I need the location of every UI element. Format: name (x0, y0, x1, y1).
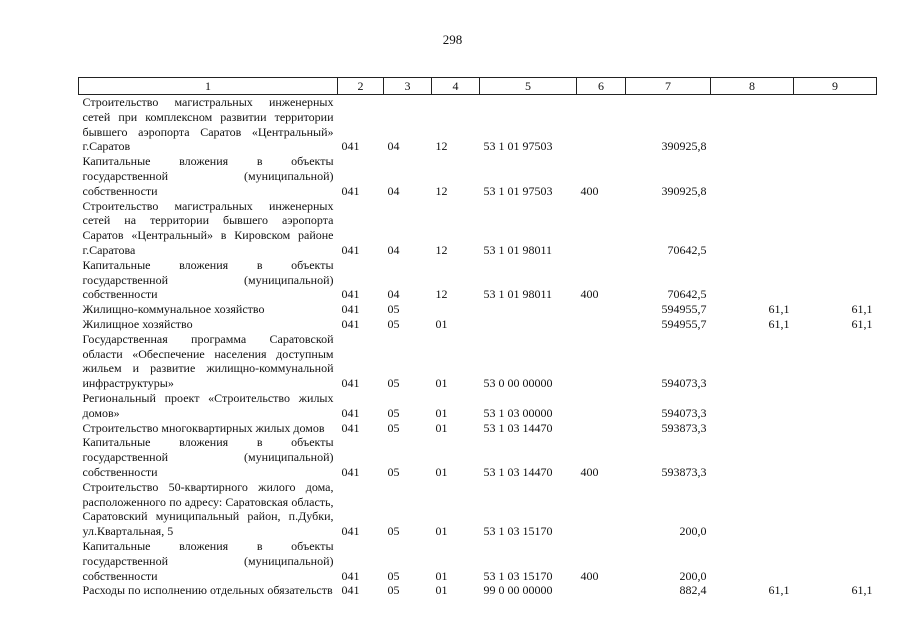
row-section-code: 04 (387, 183, 400, 198)
row-col9 (794, 539, 877, 583)
row-section-code: 04 (387, 139, 400, 154)
row-subsection-code: 01 (435, 583, 448, 598)
row-col9 (794, 95, 877, 155)
table-row (79, 435, 877, 479)
header-col-4: 4 (432, 78, 480, 95)
row-section-code: 04 (387, 242, 400, 257)
header-col-2: 2 (338, 78, 384, 95)
row-name: Региональный проект «Строительство жилых домов» (82, 390, 334, 420)
row-name: Строительство 50-квартирного жилого дома, расположенного по адресу: Саратовская область, Саратовский муниципальный район, п.Дубки, ул.Квартальная, 5 (82, 479, 334, 539)
row-col8 (711, 154, 794, 198)
table-row (79, 199, 877, 258)
row-ministry-code: 041 (341, 524, 360, 539)
row-amount: 593873,3 (661, 464, 707, 479)
table-header (79, 78, 877, 95)
row-section-code: 05 (387, 524, 400, 539)
header-col-1: 1 (79, 78, 338, 95)
row-col9 (794, 199, 877, 258)
row-name: Жилищное хозяйство (82, 316, 193, 331)
table-body (79, 95, 877, 599)
row-amount: 390925,8 (661, 183, 707, 198)
table-row (79, 391, 877, 421)
header-col-3: 3 (384, 78, 432, 95)
row-subsection-code: 01 (435, 316, 448, 331)
table-row (79, 154, 877, 198)
row-col8 (711, 539, 794, 583)
row-amount: 882,4 (679, 583, 707, 598)
row-amount: 594073,3 (661, 405, 707, 420)
row-target-article (480, 317, 577, 332)
row-name: Строительство многоквартирных жилых домов (82, 420, 325, 435)
row-expense-type: 400 (580, 287, 599, 302)
row-ministry-code: 041 (341, 302, 360, 317)
row-section-code: 05 (387, 405, 400, 420)
row-target-article (480, 302, 577, 317)
row-col8: 61,1 (768, 583, 790, 598)
row-expense-type (577, 332, 626, 391)
row-ministry-code: 041 (341, 287, 360, 302)
row-subsection-code: 01 (435, 420, 448, 435)
row-subsection-code: 12 (435, 183, 448, 198)
table-row (79, 539, 877, 583)
row-ministry-code: 041 (341, 242, 360, 257)
row-expense-type (577, 302, 626, 317)
row-section-code: 05 (387, 568, 400, 583)
row-target-article: 53 1 01 97503 (483, 139, 553, 154)
header-col-8: 8 (711, 78, 794, 95)
row-name: Капитальные вложения в объекты государственной (муниципальной) собственности (82, 538, 334, 583)
row-name: Капитальные вложения в объекты государственной (муниципальной) собственности (82, 257, 334, 302)
row-ministry-code: 041 (341, 464, 360, 479)
row-subsection-code: 01 (435, 405, 448, 420)
row-target-article: 53 1 01 98011 (483, 287, 553, 302)
table-row (79, 332, 877, 391)
row-col8 (711, 435, 794, 479)
table-row (79, 421, 877, 436)
header-row (79, 78, 877, 95)
table-row (79, 95, 877, 155)
row-target-article: 53 1 01 97503 (483, 183, 553, 198)
row-section-code: 05 (387, 376, 400, 391)
header-col-6: 6 (577, 78, 626, 95)
row-amount: 200,0 (679, 568, 707, 583)
row-col9: 61,1 (851, 302, 873, 317)
row-name: Строительство магистральных инженерных сетей при комплексном развитии территории бывшего аэропорта Саратов «Центральный» г.Саратов (82, 95, 334, 154)
row-col8: 61,1 (768, 302, 790, 317)
row-section-code: 05 (387, 420, 400, 435)
row-amount: 70642,5 (667, 242, 707, 257)
row-amount: 70642,5 (667, 287, 707, 302)
row-col8 (711, 332, 794, 391)
row-section-code: 04 (387, 287, 400, 302)
table-row (79, 480, 877, 539)
row-target-article: 53 1 03 15170 (483, 524, 553, 539)
table-row (79, 583, 877, 598)
row-subsection-code: 01 (435, 464, 448, 479)
row-col9 (794, 258, 877, 302)
row-col9 (794, 421, 877, 436)
row-ministry-code: 041 (341, 568, 360, 583)
row-target-article: 53 1 01 98011 (483, 242, 553, 257)
row-subsection-code (432, 302, 480, 317)
row-expense-type (577, 317, 626, 332)
row-section-code: 05 (387, 302, 400, 317)
row-amount: 200,0 (679, 524, 707, 539)
row-target-article: 53 1 03 15170 (483, 568, 553, 583)
row-col8 (711, 391, 794, 421)
row-col9 (794, 435, 877, 479)
row-ministry-code: 041 (341, 316, 360, 331)
row-name: Расходы по исполнению отдельных обязательств (82, 583, 333, 598)
row-subsection-code: 01 (435, 376, 448, 391)
row-col8 (711, 95, 794, 155)
row-col8 (711, 421, 794, 436)
row-expense-type: 400 (580, 568, 599, 583)
row-expense-type (577, 95, 626, 155)
row-amount: 594955,7 (661, 316, 707, 331)
table-row (79, 317, 877, 332)
row-ministry-code: 041 (341, 583, 360, 598)
row-expense-type: 400 (580, 464, 599, 479)
row-expense-type (577, 391, 626, 421)
row-amount: 390925,8 (661, 139, 707, 154)
row-name: Капитальные вложения в объекты государственной (муниципальной) собственности (82, 154, 334, 198)
row-subsection-code: 01 (435, 524, 448, 539)
row-col9 (794, 154, 877, 198)
row-expense-type: 400 (580, 183, 599, 198)
row-expense-type (577, 480, 626, 539)
row-ministry-code: 041 (341, 405, 360, 420)
row-expense-type (577, 421, 626, 436)
row-section-code: 05 (387, 464, 400, 479)
row-col8: 61,1 (768, 316, 790, 331)
row-name: Капитальные вложения в объекты государственной (муниципальной) собственности (82, 435, 334, 479)
row-amount: 593873,3 (661, 420, 707, 435)
row-target-article: 53 0 00 00000 (483, 376, 553, 391)
page-number: 298 (442, 32, 463, 47)
budget-table (78, 77, 877, 598)
row-col9 (794, 391, 877, 421)
row-expense-type (577, 199, 626, 258)
row-amount: 594955,7 (661, 302, 707, 317)
row-name: Государственная программа Саратовской области «Обеспечение населения доступным жильем и развитие жилищно-коммунальной инфраструктуры» (82, 331, 334, 391)
row-target-article: 53 1 03 00000 (483, 405, 553, 420)
row-col9: 61,1 (851, 316, 873, 331)
row-subsection-code: 12 (435, 139, 448, 154)
header-col-5: 5 (480, 78, 577, 95)
row-col8 (711, 199, 794, 258)
header-col-9: 9 (794, 78, 877, 95)
row-section-code: 05 (387, 583, 400, 598)
row-ministry-code: 041 (341, 420, 360, 435)
header-col-7: 7 (626, 78, 711, 95)
row-col9 (794, 332, 877, 391)
row-col8 (711, 480, 794, 539)
row-ministry-code: 041 (341, 376, 360, 391)
row-ministry-code: 041 (341, 139, 360, 154)
table-row (79, 302, 877, 317)
row-col9: 61,1 (851, 583, 873, 598)
row-col9 (794, 480, 877, 539)
row-subsection-code: 12 (435, 287, 448, 302)
row-target-article: 53 1 03 14470 (483, 420, 553, 435)
row-subsection-code: 01 (435, 568, 448, 583)
row-expense-type (577, 583, 626, 598)
row-subsection-code: 12 (435, 242, 448, 257)
table-row (79, 258, 877, 302)
row-name: Жилищно-коммунальное хозяйство (82, 302, 265, 317)
row-target-article: 99 0 00 00000 (483, 583, 553, 598)
row-section-code: 05 (387, 316, 400, 331)
row-col8 (711, 258, 794, 302)
row-amount: 594073,3 (661, 376, 707, 391)
row-name: Строительство магистральных инженерных сетей на территории бывшего аэропорта Саратов «Центральный» в Кировском районе г.Саратова (82, 198, 334, 257)
row-target-article: 53 1 03 14470 (483, 464, 553, 479)
row-ministry-code: 041 (341, 183, 360, 198)
